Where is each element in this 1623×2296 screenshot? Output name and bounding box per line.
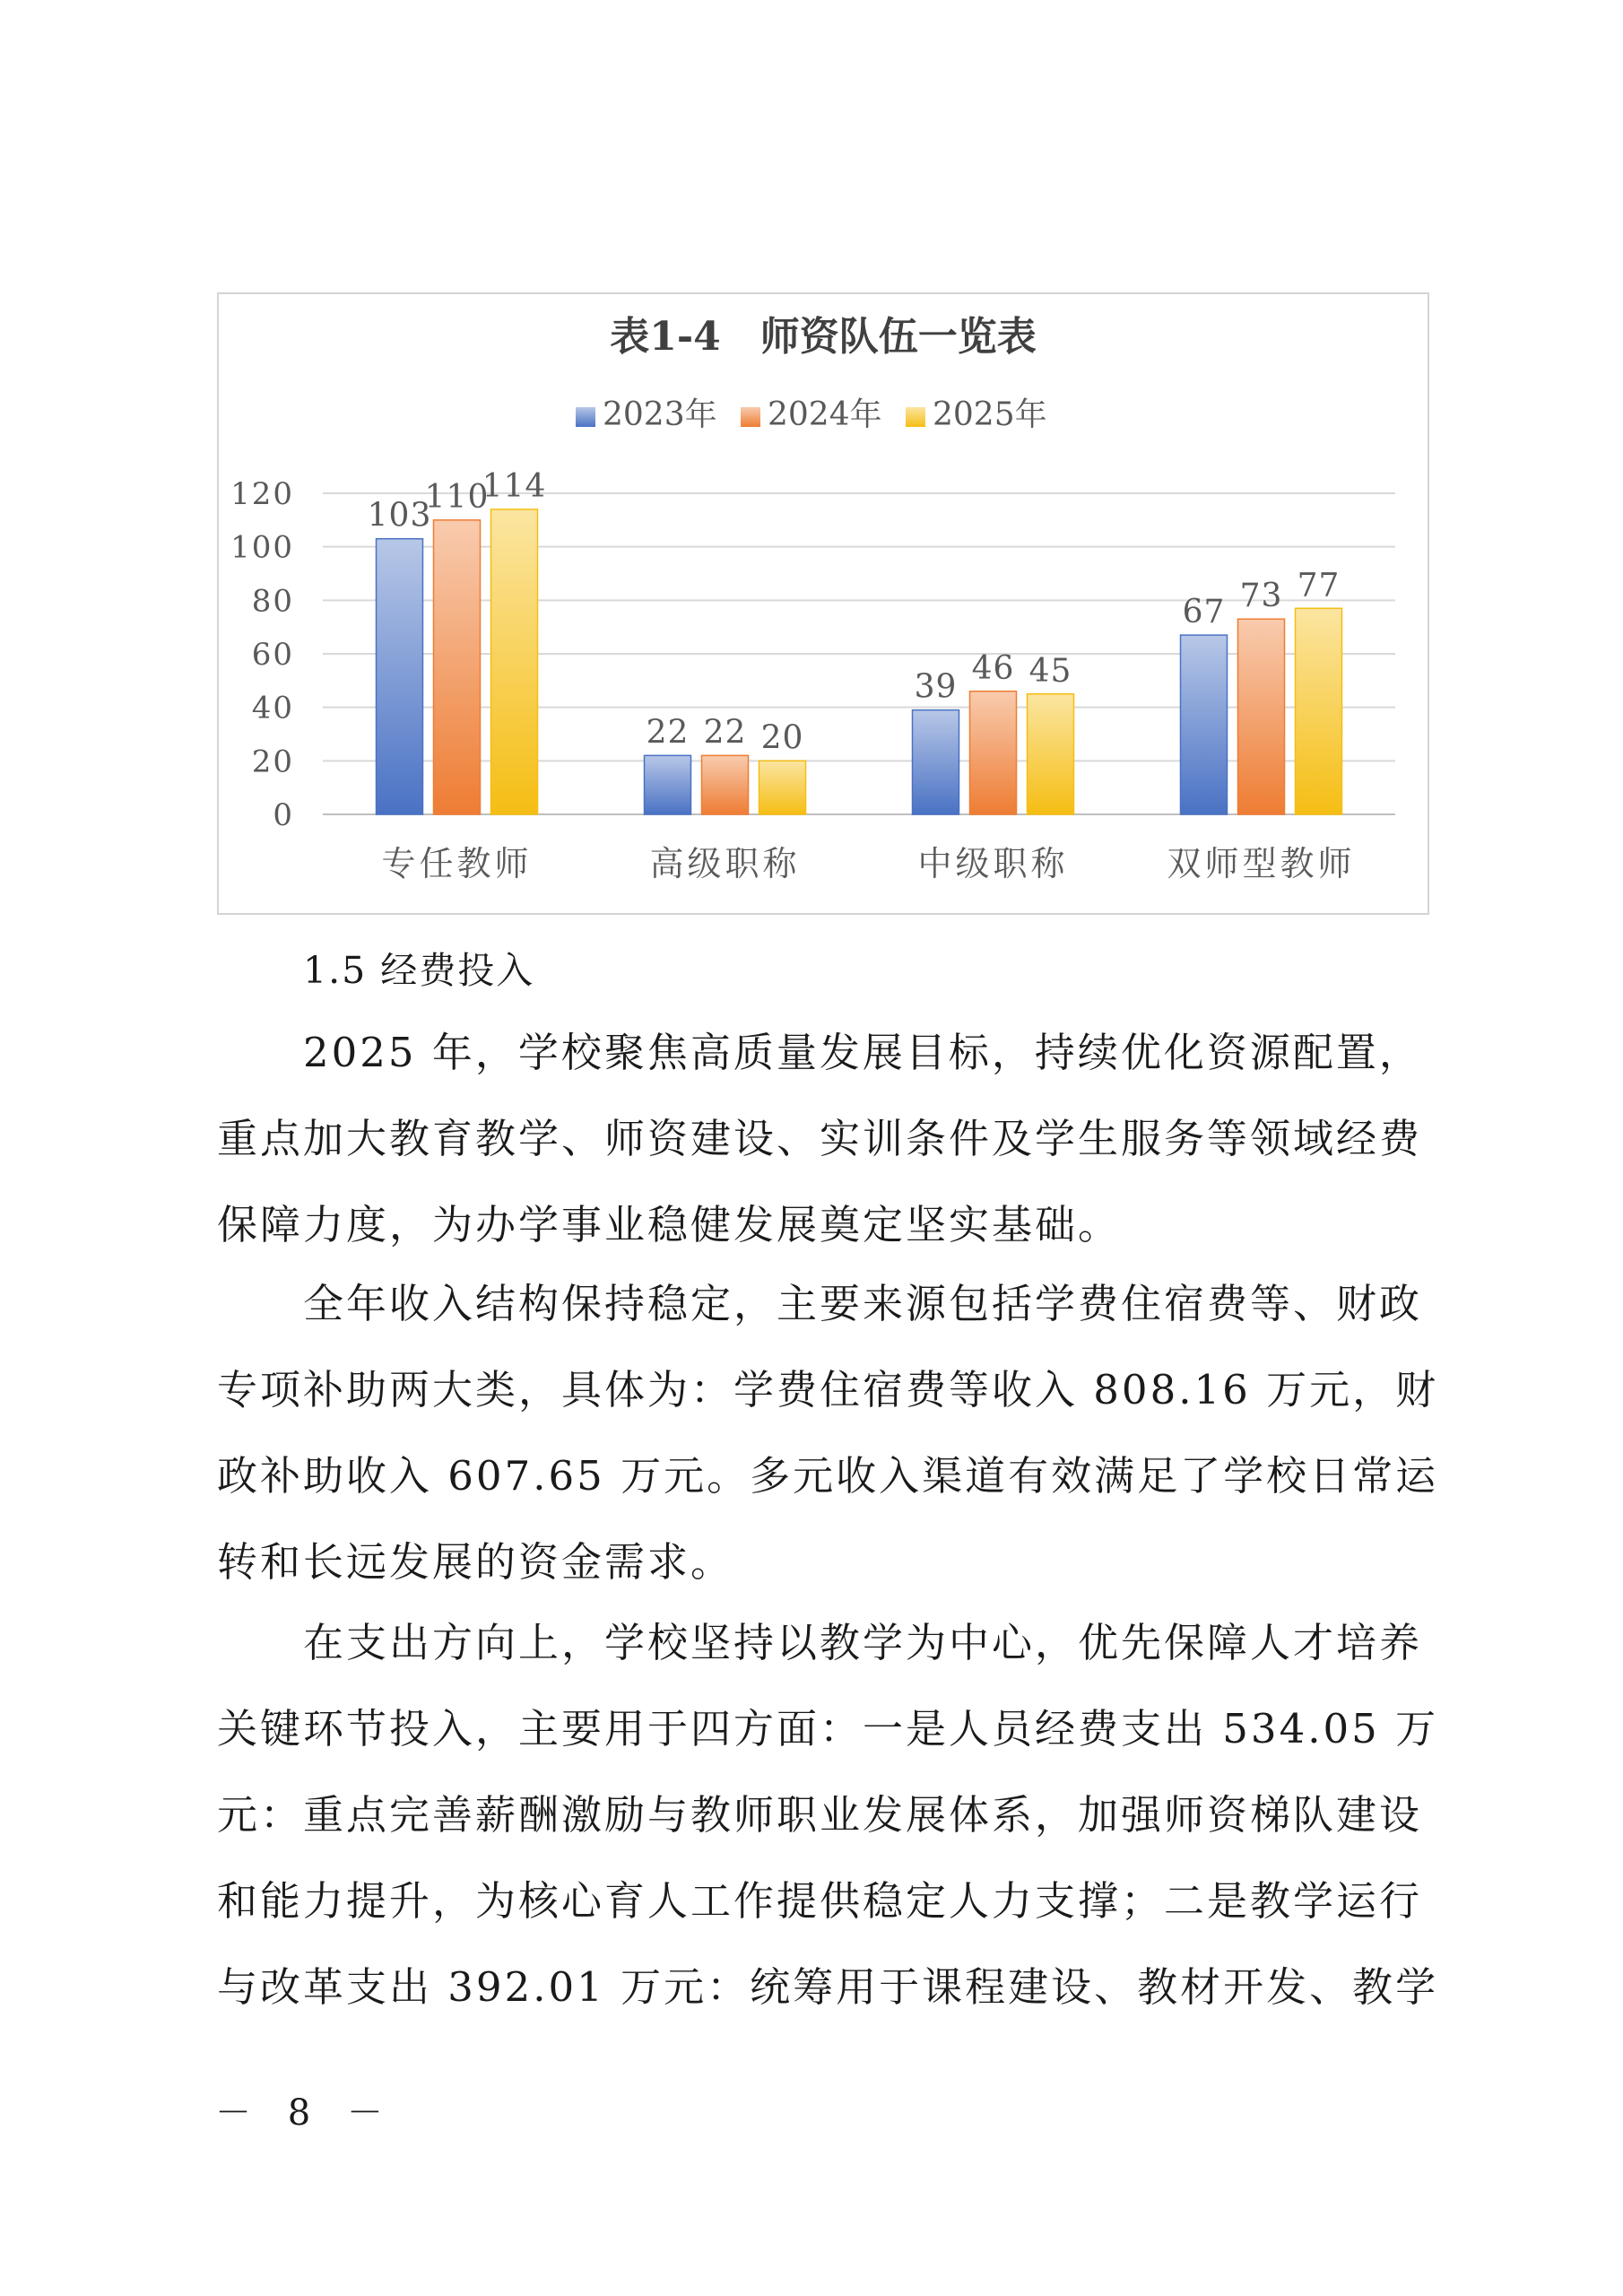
- bar-中级职称-2024年: [970, 691, 1017, 814]
- page-number: － 8 －: [215, 2092, 395, 2134]
- data-label: 22: [646, 714, 690, 752]
- paragraph-line: 元：重点完善薪酬激励与教师职业发展体系，加强师资梯队建设: [217, 1791, 1423, 1839]
- paragraph-line: 2025 年，学校聚焦高质量发展目标，持续优化资源配置，: [303, 1029, 1422, 1076]
- chart-title: 表1-4 师资队伍一览表: [610, 314, 1037, 360]
- x-tick-label: 专任教师: [381, 844, 533, 883]
- data-label: 77: [1297, 567, 1341, 604]
- legend-label-2023年: 2023年: [603, 396, 717, 433]
- legend-swatch-2024年: [741, 407, 760, 427]
- paragraph-line: 在支出方向上，学校坚持以教学为中心，优先保障人才培养: [303, 1619, 1423, 1666]
- data-label: 67: [1182, 594, 1226, 631]
- paragraph-line: 和能力提升，为核心育人工作提供稳定人力支撑；二是教学运行: [217, 1877, 1423, 1925]
- bar-中级职称-2025年: [1028, 694, 1074, 814]
- y-tick-label: 100: [230, 529, 294, 566]
- y-tick-label: 60: [251, 637, 294, 673]
- paragraph-line: 全年收入结构保持稳定，主要来源包括学费住宿费等、财政: [303, 1280, 1423, 1327]
- paragraph-line: 专项补助两大类，具体为：学费住宿费等收入 808.16 万元，财: [217, 1366, 1439, 1413]
- data-label: 110: [424, 478, 490, 516]
- bar-高级职称-2024年: [702, 755, 749, 814]
- legend-label-2025年: 2025年: [933, 396, 1047, 433]
- data-label: 114: [482, 467, 547, 505]
- bar-中级职称-2023年: [913, 710, 959, 814]
- paragraph-line: 转和长远发展的资金需求。: [217, 1538, 734, 1586]
- y-tick-label: 120: [230, 476, 294, 512]
- data-label: 22: [703, 714, 747, 752]
- paragraph-1: [217, 1010, 1428, 1268]
- bar-chart: [219, 294, 1428, 913]
- paragraph-line: 保障力度，为办学事业稳健发展奠定坚实基础。: [217, 1201, 1122, 1248]
- paragraph-line: 重点加大教育教学、师资建设、实训条件及学生服务等领域经费: [217, 1115, 1423, 1162]
- y-tick-label: 80: [251, 583, 294, 620]
- bar-专任教师-2025年: [491, 509, 538, 814]
- legend-label-2024年: 2024年: [768, 396, 882, 433]
- legend-swatch-2025年: [906, 407, 925, 427]
- bar-双师型教师-2024年: [1238, 619, 1285, 814]
- data-label: 45: [1028, 652, 1072, 690]
- bar-双师型教师-2025年: [1296, 608, 1342, 814]
- bar-专任教师-2023年: [377, 539, 423, 814]
- bar-专任教师-2024年: [434, 520, 481, 814]
- data-label: 39: [914, 668, 958, 706]
- bar-高级职称-2025年: [759, 761, 806, 814]
- bar-双师型教师-2023年: [1181, 635, 1228, 814]
- x-tick-label: 高级职称: [649, 844, 801, 883]
- paragraph-line: 关键环节投入，主要用于四方面：一是人员经费支出 534.05 万: [217, 1705, 1439, 1752]
- chart-container: [217, 292, 1429, 915]
- section-heading: 1.5 经费投入: [303, 949, 535, 992]
- data-label: 103: [367, 497, 432, 535]
- paragraph-line: 政补助收入 607.65 万元。多元收入渠道有效满足了学校日常运: [217, 1452, 1439, 1500]
- y-tick-label: 0: [273, 797, 294, 833]
- x-tick-label: 中级职称: [917, 844, 1069, 883]
- y-tick-label: 40: [251, 690, 294, 726]
- paragraph-2: [217, 1261, 1439, 1605]
- bar-高级职称-2023年: [645, 755, 691, 814]
- paragraph-line: 与改革支出 392.01 万元：统筹用于课程建设、教材开发、教学: [217, 1963, 1439, 2011]
- legend-swatch-2023年: [576, 407, 595, 427]
- data-label: 20: [760, 719, 804, 757]
- paragraph-3: [217, 1600, 1439, 2031]
- y-tick-label: 20: [251, 744, 294, 780]
- data-label: 73: [1239, 578, 1283, 615]
- data-label: 46: [971, 649, 1015, 687]
- x-tick-label: 双师型教师: [1167, 844, 1356, 883]
